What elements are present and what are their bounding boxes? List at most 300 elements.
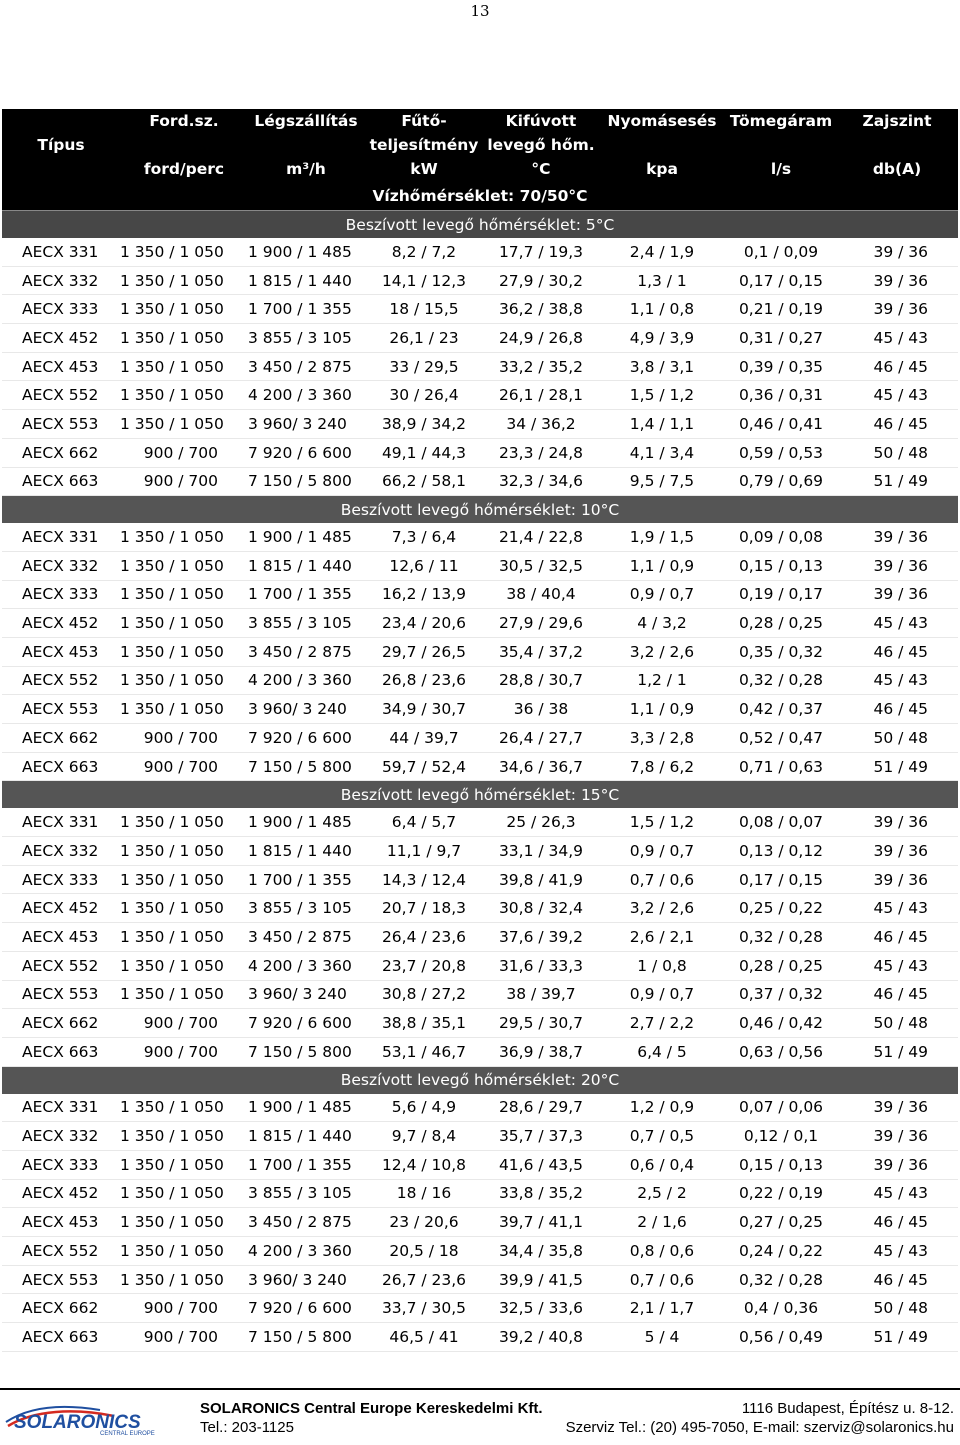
table-cell: 46 / 45 [836, 980, 958, 1009]
table-cell: 45 / 43 [836, 1179, 958, 1208]
table-cell: 1 350 / 1 050 [120, 266, 248, 295]
table-cell: 1 350 / 1 050 [120, 1208, 248, 1237]
table-cell: 1 815 / 1 440 [248, 266, 364, 295]
model-cell: AECX 663 [2, 752, 120, 781]
model-cell: AECX 333 [2, 580, 120, 609]
table-cell: 3 450 / 2 875 [248, 1208, 364, 1237]
header-cell: m³/h [248, 157, 364, 181]
table-cell: 2,6 / 2,1 [598, 923, 726, 952]
header-cell: Tömegáram [726, 109, 836, 133]
table-cell: 0,71 / 0,63 [726, 752, 836, 781]
table-cell: 0,32 / 0,28 [726, 1265, 836, 1294]
model-cell: AECX 333 [2, 295, 120, 324]
model-cell: AECX 332 [2, 837, 120, 866]
table-cell: 28,8 / 30,7 [484, 666, 598, 695]
header-cell [120, 133, 248, 157]
footer-telephone: Tel.: 203-1125 [200, 1419, 294, 1436]
table-row [2, 1009, 958, 1038]
table-cell: 17,7 / 19,3 [484, 238, 598, 266]
header-cell: °C [484, 157, 598, 181]
table-cell: 1 350 / 1 050 [120, 352, 248, 381]
svg-text:CENTRAL EUROPE: CENTRAL EUROPE [100, 1431, 155, 1436]
header-cell: Kifúvott [484, 109, 598, 133]
header-cell: Típus [2, 133, 120, 157]
table-cell: 3 450 / 2 875 [248, 923, 364, 952]
table-cell: 39 / 36 [836, 238, 958, 266]
table-cell: 0,7 / 0,6 [598, 865, 726, 894]
table-cell: 0,09 / 0,08 [726, 523, 836, 551]
model-cell: AECX 452 [2, 894, 120, 923]
table-cell: 30 / 26,4 [364, 381, 484, 410]
table-cell: 45 / 43 [836, 609, 958, 638]
table-cell: 0,79 / 0,69 [726, 467, 836, 496]
header-cell: teljesítmény [364, 133, 484, 157]
table-cell: 14,1 / 12,3 [364, 266, 484, 295]
model-cell: AECX 663 [2, 1323, 120, 1352]
table-cell: 1 350 / 1 050 [120, 865, 248, 894]
table-cell: 0,15 / 0,13 [726, 1150, 836, 1179]
header-cell: ford/perc [120, 157, 248, 181]
table-row [2, 666, 958, 695]
table-row [2, 1122, 958, 1151]
table-cell: 3 855 / 3 105 [248, 1179, 364, 1208]
header-cell: l/s [726, 157, 836, 181]
table-cell: 7,3 / 6,4 [364, 523, 484, 551]
table-cell: 7 920 / 6 600 [248, 724, 364, 753]
table-cell: 26,7 / 23,6 [364, 1265, 484, 1294]
table-cell: 6,4 / 5 [598, 1037, 726, 1066]
table-cell: 0,25 / 0,22 [726, 894, 836, 923]
table-row [2, 1208, 958, 1237]
model-cell: AECX 553 [2, 980, 120, 1009]
table-cell: 51 / 49 [836, 752, 958, 781]
model-cell: AECX 331 [2, 1094, 120, 1122]
table-cell: 45 / 43 [836, 1237, 958, 1266]
table-cell: 9,7 / 8,4 [364, 1122, 484, 1151]
model-cell: AECX 453 [2, 637, 120, 666]
table-cell: 39,8 / 41,9 [484, 865, 598, 894]
model-cell: AECX 662 [2, 1294, 120, 1323]
table-cell: 0,28 / 0,25 [726, 951, 836, 980]
table-cell: 0,12 / 0,1 [726, 1122, 836, 1151]
table-cell: 1 350 / 1 050 [120, 1122, 248, 1151]
table-cell: 0,9 / 0,7 [598, 837, 726, 866]
table-cell: 0,56 / 0,49 [726, 1323, 836, 1352]
header-cell [2, 157, 120, 181]
table-cell: 51 / 49 [836, 467, 958, 496]
table-cell: 66,2 / 58,1 [364, 467, 484, 496]
model-cell: AECX 452 [2, 1179, 120, 1208]
table-cell: 46 / 45 [836, 695, 958, 724]
table-cell: 1 350 / 1 050 [120, 1094, 248, 1122]
table-row [2, 1179, 958, 1208]
table-cell: 41,6 / 43,5 [484, 1150, 598, 1179]
table-cell: 39 / 36 [836, 551, 958, 580]
header-cell [836, 133, 958, 157]
table-cell: 0,17 / 0,15 [726, 266, 836, 295]
table-cell: 900 / 700 [120, 467, 248, 496]
table-cell: 0,22 / 0,19 [726, 1179, 836, 1208]
table-cell: 30,8 / 27,2 [364, 980, 484, 1009]
table-cell: 45 / 43 [836, 324, 958, 353]
header-cell: levegő hőm. [484, 133, 598, 157]
table-cell: 18 / 16 [364, 1179, 484, 1208]
table-cell: 26,4 / 27,7 [484, 724, 598, 753]
specifications-table [2, 109, 958, 1352]
table-cell: 0,1 / 0,09 [726, 238, 836, 266]
table-row [2, 724, 958, 753]
table-cell: 27,9 / 30,2 [484, 266, 598, 295]
table-cell: 39 / 36 [836, 808, 958, 836]
table-cell: 45 / 43 [836, 666, 958, 695]
table-cell: 16,2 / 13,9 [364, 580, 484, 609]
table-cell: 1 350 / 1 050 [120, 923, 248, 952]
model-cell: AECX 452 [2, 609, 120, 638]
table-cell: 7 920 / 6 600 [248, 438, 364, 467]
header-cell: Fűtő- [364, 109, 484, 133]
table-cell: 0,36 / 0,31 [726, 381, 836, 410]
table-cell: 0,37 / 0,32 [726, 980, 836, 1009]
table-cell: 1 350 / 1 050 [120, 808, 248, 836]
table-cell: 2,7 / 2,2 [598, 1009, 726, 1038]
table-cell: 33,7 / 30,5 [364, 1294, 484, 1323]
table-cell: 1 350 / 1 050 [120, 637, 248, 666]
table-cell: 1 900 / 1 485 [248, 523, 364, 551]
table-cell: 1 815 / 1 440 [248, 551, 364, 580]
water-temperature-row [2, 181, 958, 211]
model-cell: AECX 552 [2, 381, 120, 410]
table-cell: 1 350 / 1 050 [120, 609, 248, 638]
table-row [2, 752, 958, 781]
table-cell: 0,52 / 0,47 [726, 724, 836, 753]
table-cell: 900 / 700 [120, 1009, 248, 1038]
table-cell: 3,2 / 2,6 [598, 637, 726, 666]
table-cell: 1 350 / 1 050 [120, 324, 248, 353]
table-cell: 1 350 / 1 050 [120, 695, 248, 724]
table-row [2, 266, 958, 295]
table-row [2, 1094, 958, 1122]
header-cell: Nyomásesés [598, 109, 726, 133]
table-cell: 38,9 / 34,2 [364, 410, 484, 439]
table-cell: 2 / 1,6 [598, 1208, 726, 1237]
table-cell: 1 350 / 1 050 [120, 381, 248, 410]
table-cell: 33 / 29,5 [364, 352, 484, 381]
table-cell: 4 200 / 3 360 [248, 666, 364, 695]
table-cell: 35,7 / 37,3 [484, 1122, 598, 1151]
table-cell: 1 350 / 1 050 [120, 894, 248, 923]
table-cell: 6,4 / 5,7 [364, 808, 484, 836]
table-cell: 3 960/ 3 240 [248, 1265, 364, 1294]
table-cell: 0,4 / 0,36 [726, 1294, 836, 1323]
section-title: Beszívott levegő hőmérséklet: 10°C [2, 496, 958, 524]
table-row [2, 609, 958, 638]
table-row [2, 894, 958, 923]
table-cell: 46 / 45 [836, 1265, 958, 1294]
model-cell: AECX 453 [2, 1208, 120, 1237]
table-cell: 45 / 43 [836, 381, 958, 410]
table-cell: 7 150 / 5 800 [248, 467, 364, 496]
table-cell: 3 855 / 3 105 [248, 324, 364, 353]
model-cell: AECX 662 [2, 438, 120, 467]
table-cell: 1 350 / 1 050 [120, 410, 248, 439]
table-cell: 46 / 45 [836, 637, 958, 666]
table-cell: 9,5 / 7,5 [598, 467, 726, 496]
table-cell: 2,4 / 1,9 [598, 238, 726, 266]
header-cell: Zajszint [836, 109, 958, 133]
table-row [2, 352, 958, 381]
table-cell: 900 / 700 [120, 1037, 248, 1066]
header-cell: db(A) [836, 157, 958, 181]
table-cell: 0,39 / 0,35 [726, 352, 836, 381]
table-cell: 39 / 36 [836, 1150, 958, 1179]
model-cell: AECX 553 [2, 695, 120, 724]
table-cell: 7 920 / 6 600 [248, 1294, 364, 1323]
water-temperature-label: Vízhőmérséklet: 70/50°C [2, 181, 958, 211]
table-row [2, 865, 958, 894]
table-cell: 39,9 / 41,5 [484, 1265, 598, 1294]
table-cell: 45 / 43 [836, 951, 958, 980]
model-cell: AECX 552 [2, 666, 120, 695]
table-cell: 39 / 36 [836, 837, 958, 866]
table-cell: 45 / 43 [836, 894, 958, 923]
table-cell: 28,6 / 29,7 [484, 1094, 598, 1122]
table-cell: 0,59 / 0,53 [726, 438, 836, 467]
table-cell: 46,5 / 41 [364, 1323, 484, 1352]
table-cell: 1 700 / 1 355 [248, 865, 364, 894]
table-cell: 7 150 / 5 800 [248, 1323, 364, 1352]
table-cell: 26,1 / 28,1 [484, 381, 598, 410]
table-header [2, 109, 958, 211]
table-cell: 1 700 / 1 355 [248, 580, 364, 609]
table-cell: 50 / 48 [836, 724, 958, 753]
table-cell: 23 / 20,6 [364, 1208, 484, 1237]
table-cell: 35,4 / 37,2 [484, 637, 598, 666]
table-cell: 12,4 / 10,8 [364, 1150, 484, 1179]
table-cell: 1 815 / 1 440 [248, 837, 364, 866]
header-cell: Ford.sz. [120, 109, 248, 133]
table-cell: 8,2 / 7,2 [364, 238, 484, 266]
table-cell: 7,8 / 6,2 [598, 752, 726, 781]
table-cell: 4 / 3,2 [598, 609, 726, 638]
table-cell: 0,17 / 0,15 [726, 865, 836, 894]
table-cell: 0,42 / 0,37 [726, 695, 836, 724]
table-cell: 33,8 / 35,2 [484, 1179, 598, 1208]
table-cell: 21,4 / 22,8 [484, 523, 598, 551]
table-row [2, 324, 958, 353]
table-row [2, 410, 958, 439]
header-cell: kpa [598, 157, 726, 181]
model-cell: AECX 452 [2, 324, 120, 353]
table-cell: 27,9 / 29,6 [484, 609, 598, 638]
table-cell: 39,2 / 40,8 [484, 1323, 598, 1352]
table-cell: 1,2 / 0,9 [598, 1094, 726, 1122]
table-cell: 36,9 / 38,7 [484, 1037, 598, 1066]
table-cell: 2,1 / 1,7 [598, 1294, 726, 1323]
section-title: Beszívott levegő hőmérséklet: 5°C [2, 211, 958, 239]
table-cell: 38 / 40,4 [484, 580, 598, 609]
table-cell: 4 200 / 3 360 [248, 951, 364, 980]
table-cell: 1 350 / 1 050 [120, 837, 248, 866]
table-cell: 5 / 4 [598, 1323, 726, 1352]
table-cell: 0,31 / 0,27 [726, 324, 836, 353]
header-row-3 [2, 157, 958, 181]
table-cell: 25 / 26,3 [484, 808, 598, 836]
table-cell: 33,1 / 34,9 [484, 837, 598, 866]
table-cell: 34 / 36,2 [484, 410, 598, 439]
table-cell: 1 350 / 1 050 [120, 580, 248, 609]
page-number: 13 [470, 2, 490, 20]
model-cell: AECX 663 [2, 1037, 120, 1066]
table-cell: 0,24 / 0,22 [726, 1237, 836, 1266]
table-cell: 1 350 / 1 050 [120, 1179, 248, 1208]
model-cell: AECX 331 [2, 523, 120, 551]
table-cell: 39 / 36 [836, 580, 958, 609]
table-cell: 1 350 / 1 050 [120, 523, 248, 551]
header-cell [726, 133, 836, 157]
table-row [2, 238, 958, 266]
table-cell: 34,9 / 30,7 [364, 695, 484, 724]
model-cell: AECX 331 [2, 808, 120, 836]
table-cell: 1 900 / 1 485 [248, 1094, 364, 1122]
table-row [2, 1237, 958, 1266]
table-cell: 46 / 45 [836, 1208, 958, 1237]
header-cell: Légszállítás [248, 109, 364, 133]
table-cell: 29,5 / 30,7 [484, 1009, 598, 1038]
model-cell: AECX 453 [2, 923, 120, 952]
table-row [2, 1150, 958, 1179]
table-cell: 44 / 39,7 [364, 724, 484, 753]
table-cell: 7 920 / 6 600 [248, 1009, 364, 1038]
table-cell: 0,28 / 0,25 [726, 609, 836, 638]
table-cell: 1,1 / 0,9 [598, 695, 726, 724]
table-cell: 5,6 / 4,9 [364, 1094, 484, 1122]
table-cell: 1 700 / 1 355 [248, 295, 364, 324]
table-row [2, 467, 958, 496]
table-cell: 38 / 39,7 [484, 980, 598, 1009]
table-cell: 50 / 48 [836, 1294, 958, 1323]
table-row [2, 580, 958, 609]
table-cell: 4 200 / 3 360 [248, 1237, 364, 1266]
table-cell: 38,8 / 35,1 [364, 1009, 484, 1038]
table-cell: 0,46 / 0,41 [726, 410, 836, 439]
header-row-2 [2, 133, 958, 157]
table-cell: 0,8 / 0,6 [598, 1237, 726, 1266]
table-row [2, 980, 958, 1009]
table-row [2, 551, 958, 580]
model-cell: AECX 553 [2, 410, 120, 439]
table-cell: 0,63 / 0,56 [726, 1037, 836, 1066]
table-row [2, 637, 958, 666]
table-cell: 1 350 / 1 050 [120, 980, 248, 1009]
table-cell: 26,4 / 23,6 [364, 923, 484, 952]
section-title: Beszívott levegő hőmérséklet: 20°C [2, 1066, 958, 1094]
table-cell: 23,3 / 24,8 [484, 438, 598, 467]
table-cell: 1,1 / 0,9 [598, 551, 726, 580]
table-cell: 1,5 / 1,2 [598, 381, 726, 410]
table-cell: 2,5 / 2 [598, 1179, 726, 1208]
table-cell: 1 350 / 1 050 [120, 1265, 248, 1294]
table-cell: 39 / 36 [836, 865, 958, 894]
footer-address: 1116 Budapest, Építész u. 8-12. [741, 1400, 954, 1417]
table-cell: 1 / 0,8 [598, 951, 726, 980]
model-cell: AECX 332 [2, 1122, 120, 1151]
model-cell: AECX 552 [2, 951, 120, 980]
table-cell: 1,4 / 1,1 [598, 410, 726, 439]
table-cell: 23,7 / 20,8 [364, 951, 484, 980]
table-cell: 1 350 / 1 050 [120, 666, 248, 695]
table-cell: 1,3 / 1 [598, 266, 726, 295]
table-row [2, 438, 958, 467]
table-cell: 46 / 45 [836, 410, 958, 439]
header-cell [248, 133, 364, 157]
table-cell: 53,1 / 46,7 [364, 1037, 484, 1066]
svg-text:SOLARONICS: SOLARONICS [14, 1412, 141, 1433]
table-cell: 0,13 / 0,12 [726, 837, 836, 866]
solaronics-logo [4, 1402, 184, 1436]
table-row [2, 923, 958, 952]
table-row [2, 1323, 958, 1352]
table-cell: 59,7 / 52,4 [364, 752, 484, 781]
table-cell: 20,7 / 18,3 [364, 894, 484, 923]
model-cell: AECX 331 [2, 238, 120, 266]
table-cell: 3 450 / 2 875 [248, 637, 364, 666]
table-cell: 3 960/ 3 240 [248, 695, 364, 724]
table-cell: 900 / 700 [120, 1323, 248, 1352]
table-cell: 0,35 / 0,32 [726, 637, 836, 666]
table-cell: 0,27 / 0,25 [726, 1208, 836, 1237]
table-cell: 50 / 48 [836, 1009, 958, 1038]
table-cell: 51 / 49 [836, 1323, 958, 1352]
table-cell: 46 / 45 [836, 923, 958, 952]
table-cell: 39,7 / 41,1 [484, 1208, 598, 1237]
table-cell: 50 / 48 [836, 438, 958, 467]
table-cell: 0,15 / 0,13 [726, 551, 836, 580]
header-cell [598, 133, 726, 157]
table-cell: 39 / 36 [836, 1094, 958, 1122]
table-cell: 26,8 / 23,6 [364, 666, 484, 695]
header-cell: kW [364, 157, 484, 181]
table-cell: 0,9 / 0,7 [598, 980, 726, 1009]
table-cell: 33,2 / 35,2 [484, 352, 598, 381]
table-row [2, 381, 958, 410]
model-cell: AECX 332 [2, 266, 120, 295]
table-cell: 39 / 36 [836, 1122, 958, 1151]
table-cell: 3 960/ 3 240 [248, 410, 364, 439]
table-cell: 24,9 / 26,8 [484, 324, 598, 353]
table-row [2, 837, 958, 866]
table-cell: 3 855 / 3 105 [248, 609, 364, 638]
table-cell: 1 350 / 1 050 [120, 951, 248, 980]
table-row [2, 523, 958, 551]
table-cell: 0,7 / 0,6 [598, 1265, 726, 1294]
table-row [2, 808, 958, 836]
table-cell: 900 / 700 [120, 752, 248, 781]
table-cell: 1,9 / 1,5 [598, 523, 726, 551]
table-cell: 0,19 / 0,17 [726, 580, 836, 609]
table-cell: 37,6 / 39,2 [484, 923, 598, 952]
table-cell: 4,1 / 3,4 [598, 438, 726, 467]
model-cell: AECX 663 [2, 467, 120, 496]
table-cell: 1 350 / 1 050 [120, 238, 248, 266]
table-cell: 4 200 / 3 360 [248, 381, 364, 410]
table-cell: 0,07 / 0,06 [726, 1094, 836, 1122]
table-cell: 7 150 / 5 800 [248, 752, 364, 781]
table-cell: 18 / 15,5 [364, 295, 484, 324]
table-cell: 0,9 / 0,7 [598, 580, 726, 609]
table-cell: 1 815 / 1 440 [248, 1122, 364, 1151]
table-cell: 1 900 / 1 485 [248, 808, 364, 836]
table-cell: 39 / 36 [836, 295, 958, 324]
